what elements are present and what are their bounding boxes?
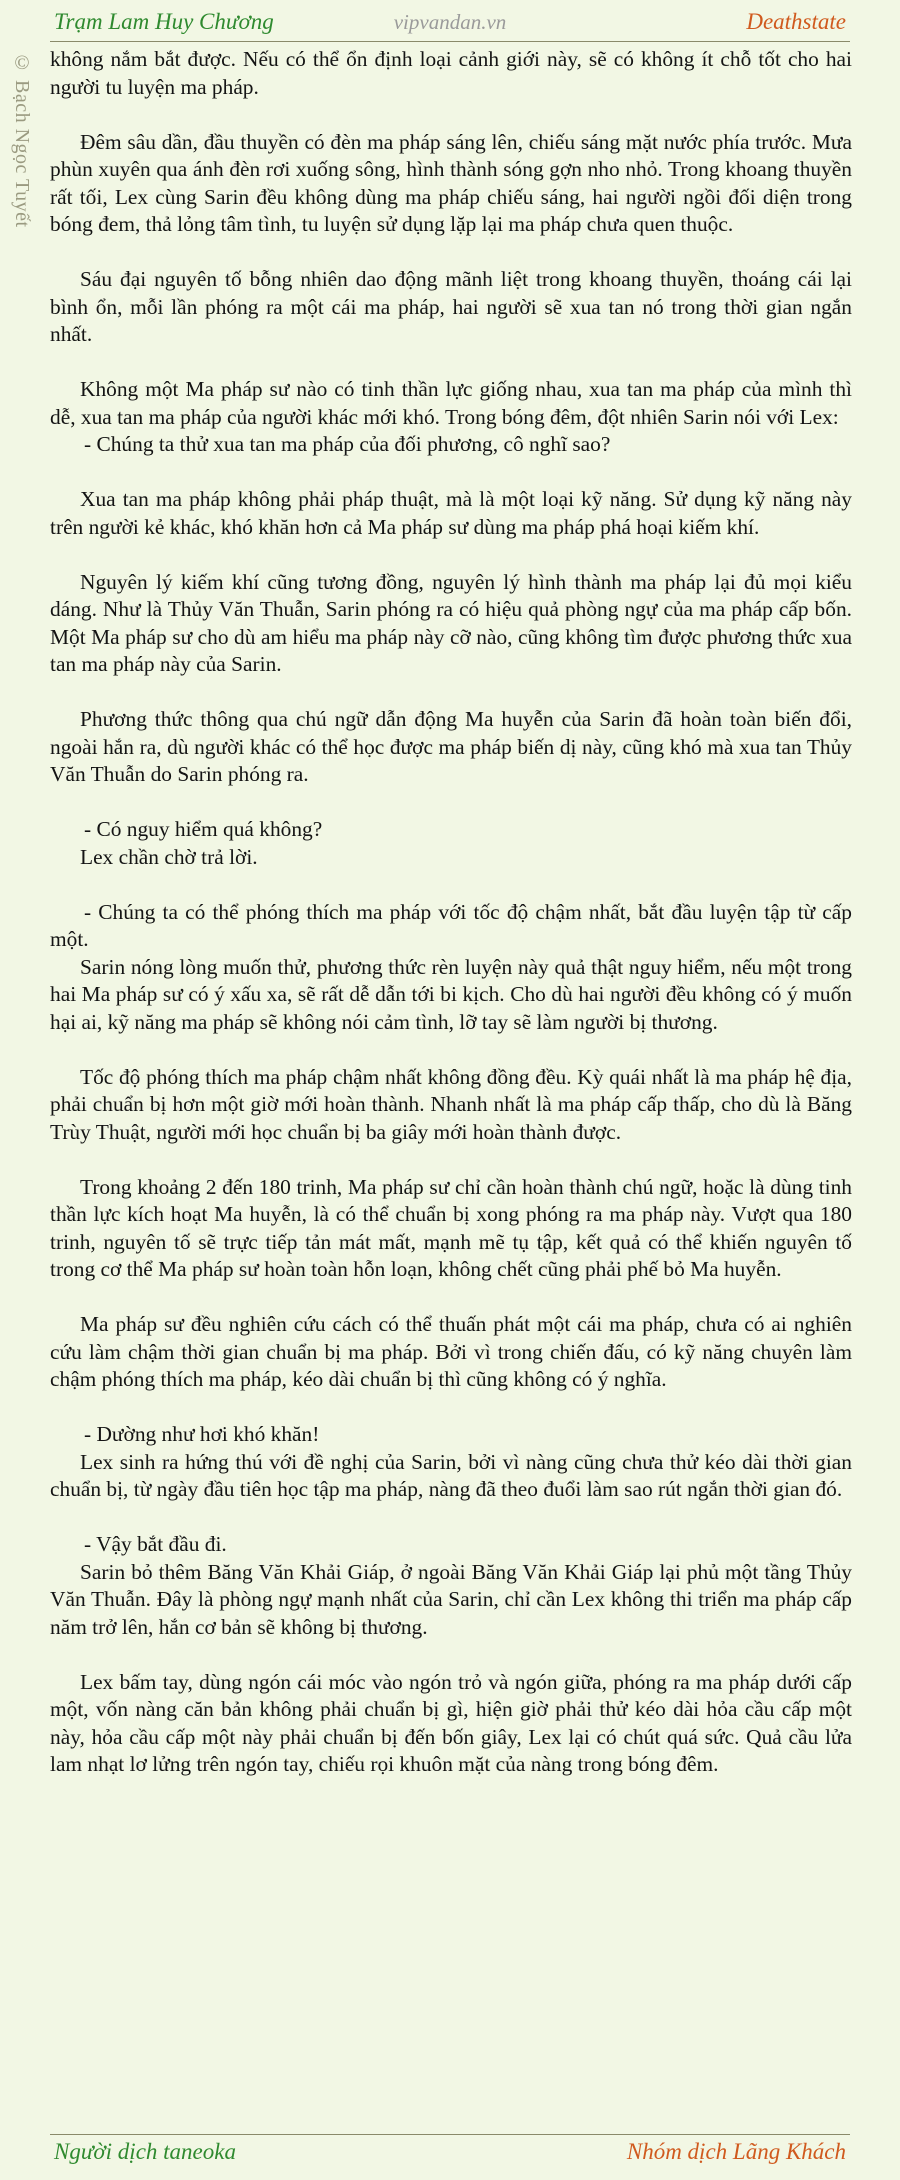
dialogue-line: - Dường như hơi khó khăn!: [84, 1422, 320, 1446]
text-line: Phương thức thông qua chú ngữ dẫn động Ma huyễn của Sarin đã hoàn toàn biến đổi, ngoài hắn ra, dù người khác có thể học được ma pháp biến dị này, cũng khó mà xua tan Thủy Văn Thuẫn do Sarin phóng ra.: [50, 707, 852, 786]
footer-group: Nhóm dịch Lãng Khách: [626, 2139, 846, 2164]
paragraph: [50, 486, 852, 541]
text-line: Sarin bỏ thêm Băng Văn Khải Giáp, ở ngoài Băng Văn Khải Giáp lại phủ một tầng Thủy Văn Thuẫn. Đây là phòng ngự mạnh nhất của Sarin, chỉ cần Lex không thi triển ma pháp cấp năm trở lên, hắn cơ bản sẽ không bị thương.: [50, 1559, 852, 1639]
dialogue-line: - Vậy bắt đầu đi.: [84, 1532, 227, 1556]
chapter-text: [50, 46, 852, 1806]
text-line: Tốc độ phóng thích ma pháp chậm nhất không đồng đều. Kỳ quái nhất là ma pháp hệ địa, phải chuẩn bị hơn một giờ mới hoàn thành. Nhanh nhất là ma pháp cấp thấp, cho dù là Băng Trùy Thuật, người mới học chuẩn bị ba giây mới hoàn thành được.: [50, 1064, 852, 1144]
text-line: Lex sinh ra hứng thú với đề nghị của Sarin, bởi vì nàng cũng chưa thử kéo dài thời gian chuẩn bị, từ ngày đầu tiên học tập ma pháp, nàng đã theo đuổi làm sao rút ngắn thời gian đó.: [50, 1449, 852, 1501]
dialogue-line: - Chúng ta thử xua tan ma pháp của đối phương, cô nghĩ sao?: [84, 432, 611, 456]
footer-translator: Người dịch taneoka: [54, 2139, 236, 2164]
paragraph: [50, 46, 852, 101]
paragraph: [50, 706, 852, 789]
dialogue-line: - Chúng ta có thể phóng thích ma pháp với tốc độ chậm nhất, bắt đầu luyện tập từ cấp một.: [50, 899, 852, 951]
paragraph: [50, 1669, 852, 1779]
paragraph: [50, 1311, 852, 1394]
footer-divider: [50, 2134, 850, 2135]
paragraph: [50, 1064, 852, 1147]
text-line: Nguyên lý kiếm khí cũng tương đồng, nguyên lý hình thành ma pháp lại đủ mọi kiểu dáng. Như là Thủy Văn Thuẫn, Sarin phóng ra có hiệu quả phòng ngự của ma pháp cấp bốn. Một Ma pháp sư cho dù am hiểu ma pháp này cỡ nào, cũng không tìm được phương thức xua tan ma pháp này của Sarin.: [50, 569, 852, 676]
text-line: Đêm sâu dần, đầu thuyền có đèn ma pháp sáng lên, chiếu sáng mặt nước phía trước. Mưa phùn xuyên qua ánh đèn rơi xuống sông, hình thành sóng gợn nho nhỏ. Trong khoang thuyền rất tối, Lex cùng Sarin đều không dùng ma pháp chiếu sáng, hai người ngồi đối diện trong bóng đem, thả lỏng tâm tình, tu luyện sử dụng lặp lại ma pháp chưa quen thuộc.: [50, 129, 852, 236]
text-line: Sarin nóng lòng muốn thử, phương thức rèn luyện này quả thật nguy hiểm, nếu một trong hai Ma pháp sư có ý xấu xa, sẽ rất dễ dẫn tới bi kịch. Cho dù hai người đều không có ý muốn hại ai, kỹ năng ma pháp sẽ không nói cảm tình, lỡ tay sẽ làm người bị thương.: [50, 954, 852, 1034]
paragraph: [50, 899, 852, 1037]
text-line: Lex chần chờ trả lời.: [80, 844, 258, 869]
text-line: Ma pháp sư đều nghiên cứu cách có thể thuấn phát một cái ma pháp, chưa có ai nghiên cứu làm chậm thời gian chuẩn bị ma pháp. Bởi vì trong chiến đấu, có kỹ năng chuyên làm chậm phóng thích ma pháp, kéo dài chuẩn bị thì cũng không có ý nghĩa.: [50, 1312, 852, 1391]
side-watermark: © Bạch Ngọc Tuyết: [11, 52, 33, 228]
paragraph: [50, 266, 852, 349]
header-divider: [50, 41, 850, 42]
page-header: [0, 0, 900, 46]
paragraph: [50, 1421, 852, 1504]
text-line: Sáu đại nguyên tố bỗng nhiên dao động mãnh liệt trong khoang thuyền, thoáng cái lại bình ổn, mỗi lần phóng ra một cái ma pháp, hai người sẽ xua tan nó trong thời gian ngắn nhất.: [50, 267, 852, 346]
text-line: Không một Ma pháp sư nào có tinh thần lực giống nhau, xua tan ma pháp của mình thì dễ, xua tan ma pháp của người khác mới khó. Trong bóng đêm, đột nhiên Sarin nói với Lex:: [50, 377, 852, 429]
header-site-name: vipvandan.vn: [393, 10, 507, 34]
text-line: không nắm bắt được. Nếu có thể ổn định loại cảnh giới này, sẽ có không ít chỗ tốt cho hai người tu luyện ma pháp.: [50, 47, 852, 99]
text-line: Lex bấm tay, dùng ngón cái móc vào ngón trỏ và ngón giữa, phóng ra ma pháp dưới cấp một, vốn nàng căn bản không phải chuẩn bị gì, hiện giờ phải thử kéo dài hỏa cầu cấp một này, hỏa cầu cấp một này phải chuẩn bị đến bốn giây, Lex lại có chút quá sức. Quả cầu lửa lam nhạt lơ lửng trên ngón tay, chiếu rọi khuôn mặt của nàng trong bóng đêm.: [50, 1669, 852, 1776]
header-author: Deathstate: [746, 9, 846, 34]
paragraph: [50, 816, 852, 871]
header-book-title: Trạm Lam Huy Chương: [54, 9, 274, 34]
text-line: Trong khoảng 2 đến 180 trinh, Ma pháp sư chỉ cần hoàn thành chú ngữ, hoặc là dùng tinh thần lực kích hoạt Ma huyễn, là có thể chuẩn bị xong phóng ra ma pháp này. Vượt qua 180 trinh, nguyên tố sẽ trực tiếp tản mát mất, mạnh mẽ tụ tập, kết quả có thể khiến nguyên tố trong cơ thể Ma pháp sư hoàn toàn hỗn loạn, không chết cũng phải phế bỏ Ma huyễn.: [50, 1174, 852, 1281]
paragraph: [50, 1174, 852, 1284]
paragraph: [50, 1531, 852, 1641]
paragraph: [50, 376, 852, 459]
paragraph: [50, 569, 852, 679]
dialogue-line: - Có nguy hiểm quá không?: [84, 817, 323, 841]
paragraph: [50, 129, 852, 239]
text-line: Xua tan ma pháp không phải pháp thuật, mà là một loại kỹ năng. Sử dụng kỹ năng này trên người kẻ khác, khó khăn hơn cả Ma pháp sư dùng ma pháp phá hoại kiếm khí.: [50, 487, 852, 539]
